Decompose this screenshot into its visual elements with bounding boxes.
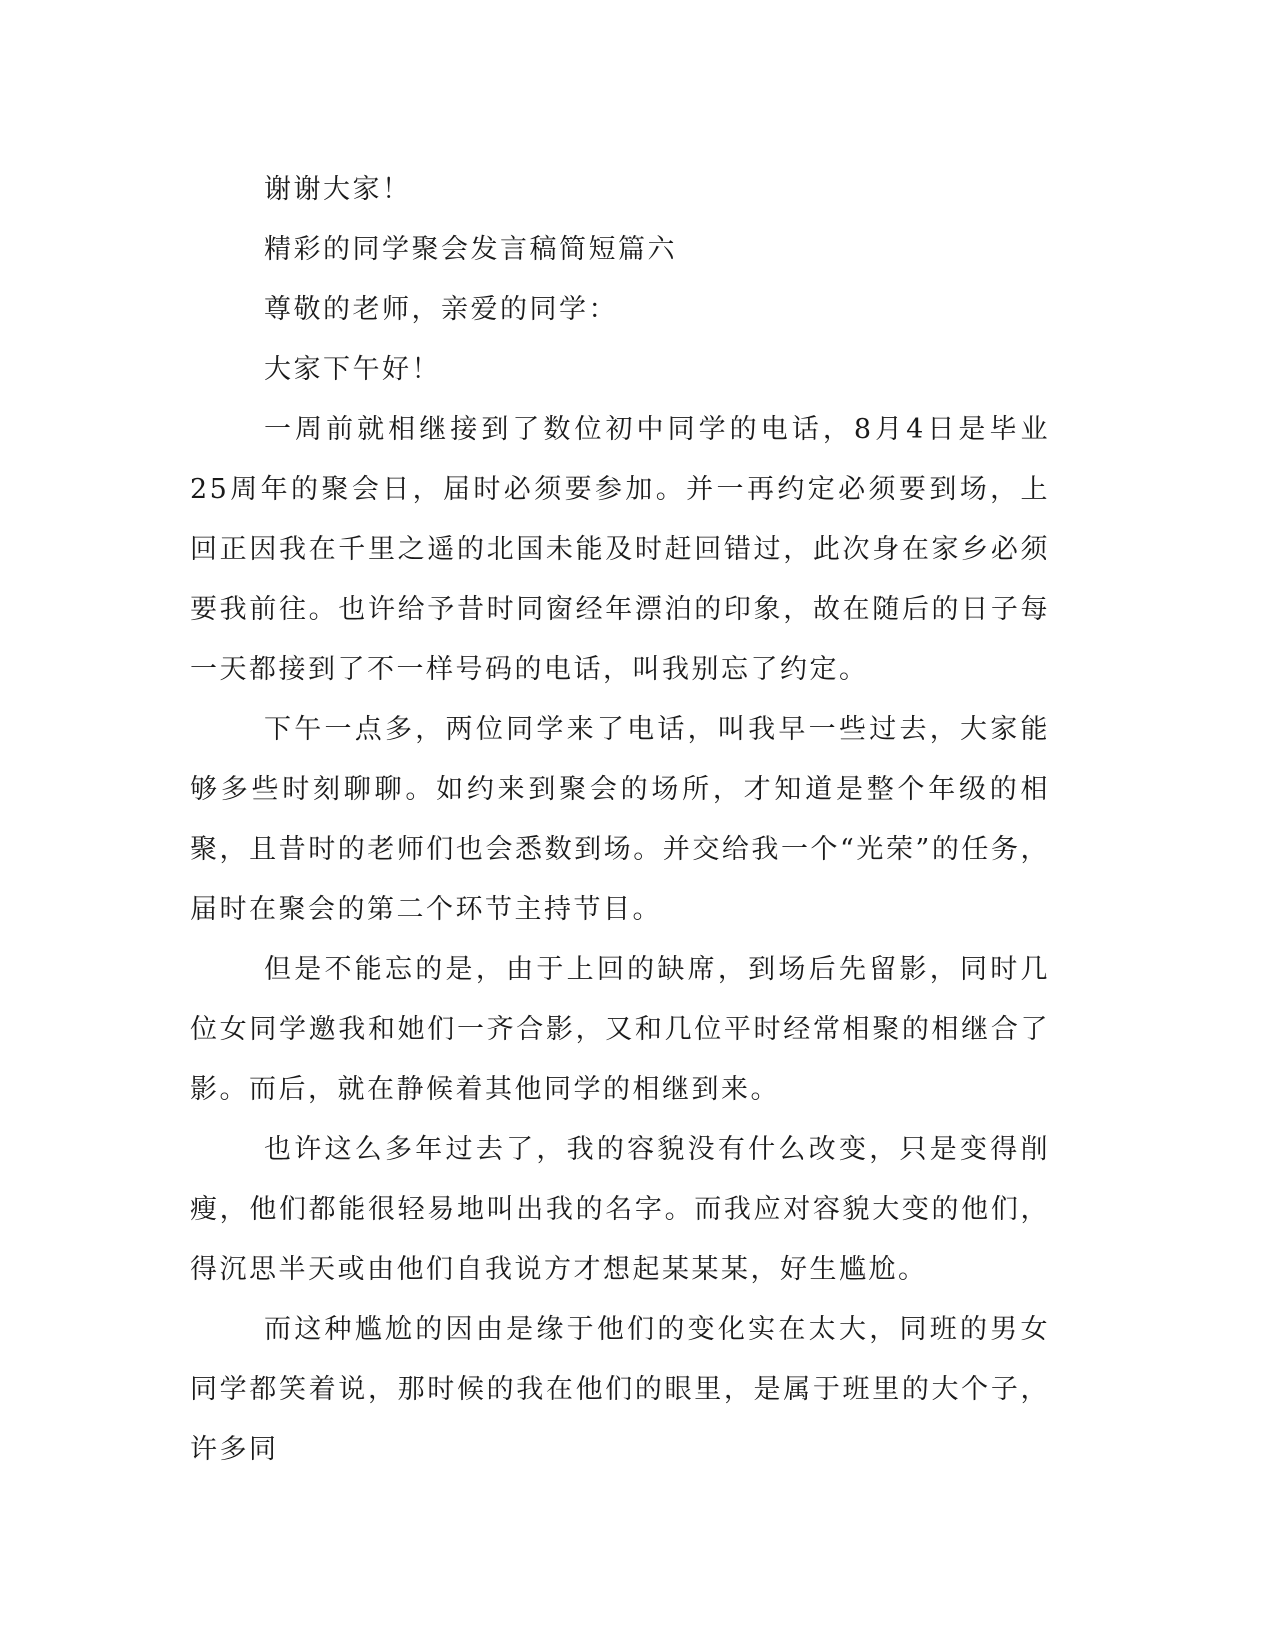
section-title: 精彩的同学聚会发言稿简短篇六 (264, 234, 677, 265)
body-paragraph: 而这种尴尬的因由是缘于他们的变化实在太大，同班的男女同学都笑着说，那时候的我在他们的眼里，是属于班里的大个子，许多同 (190, 1314, 1050, 1465)
document-body (190, 160, 1050, 1480)
body-paragraph: 一周前就相继接到了数位初中同学的电话，8月4日是毕业25周年的聚会日，届时必须要参加。并一再约定必须要到场，上回正因我在千里之遥的北国未能及时赶回错过，此次身在家乡必须要我前往。也许给予昔时同窗经年漂泊的印象，故在随后的日子每一天都接到了不一样号码的电话，叫我别忘了约定。 (190, 414, 1050, 685)
closing-thanks-line: 谢谢大家！ (264, 174, 412, 205)
body-paragraph: 但是不能忘的是，由于上回的缺席，到场后先留影，同时几位女同学邀我和她们一齐合影，又和几位平时经常相聚的相继合了影。而后，就在静候着其他同学的相继到来。 (190, 954, 1050, 1105)
body-paragraph: 下午一点多，两位同学来了电话，叫我早一些过去，大家能够多些时刻聊聊。如约来到聚会的场所，才知道是整个年级的相聚，且昔时的老师们也会悉数到场。并交给我一个“光荣”的任务，届时在聚会的第二个环节主持节目。 (190, 714, 1050, 925)
body-paragraph: 也许这么多年过去了，我的容貌没有什么改变，只是变得削瘦，他们都能很轻易地叫出我的名字。而我应对容貌大变的他们，得沉思半天或由他们自我说方才想起某某某，好生尴尬。 (190, 1134, 1050, 1285)
greeting-line: 大家下午好！ (264, 354, 441, 385)
salutation-line: 尊敬的老师，亲爱的同学： (264, 294, 618, 325)
